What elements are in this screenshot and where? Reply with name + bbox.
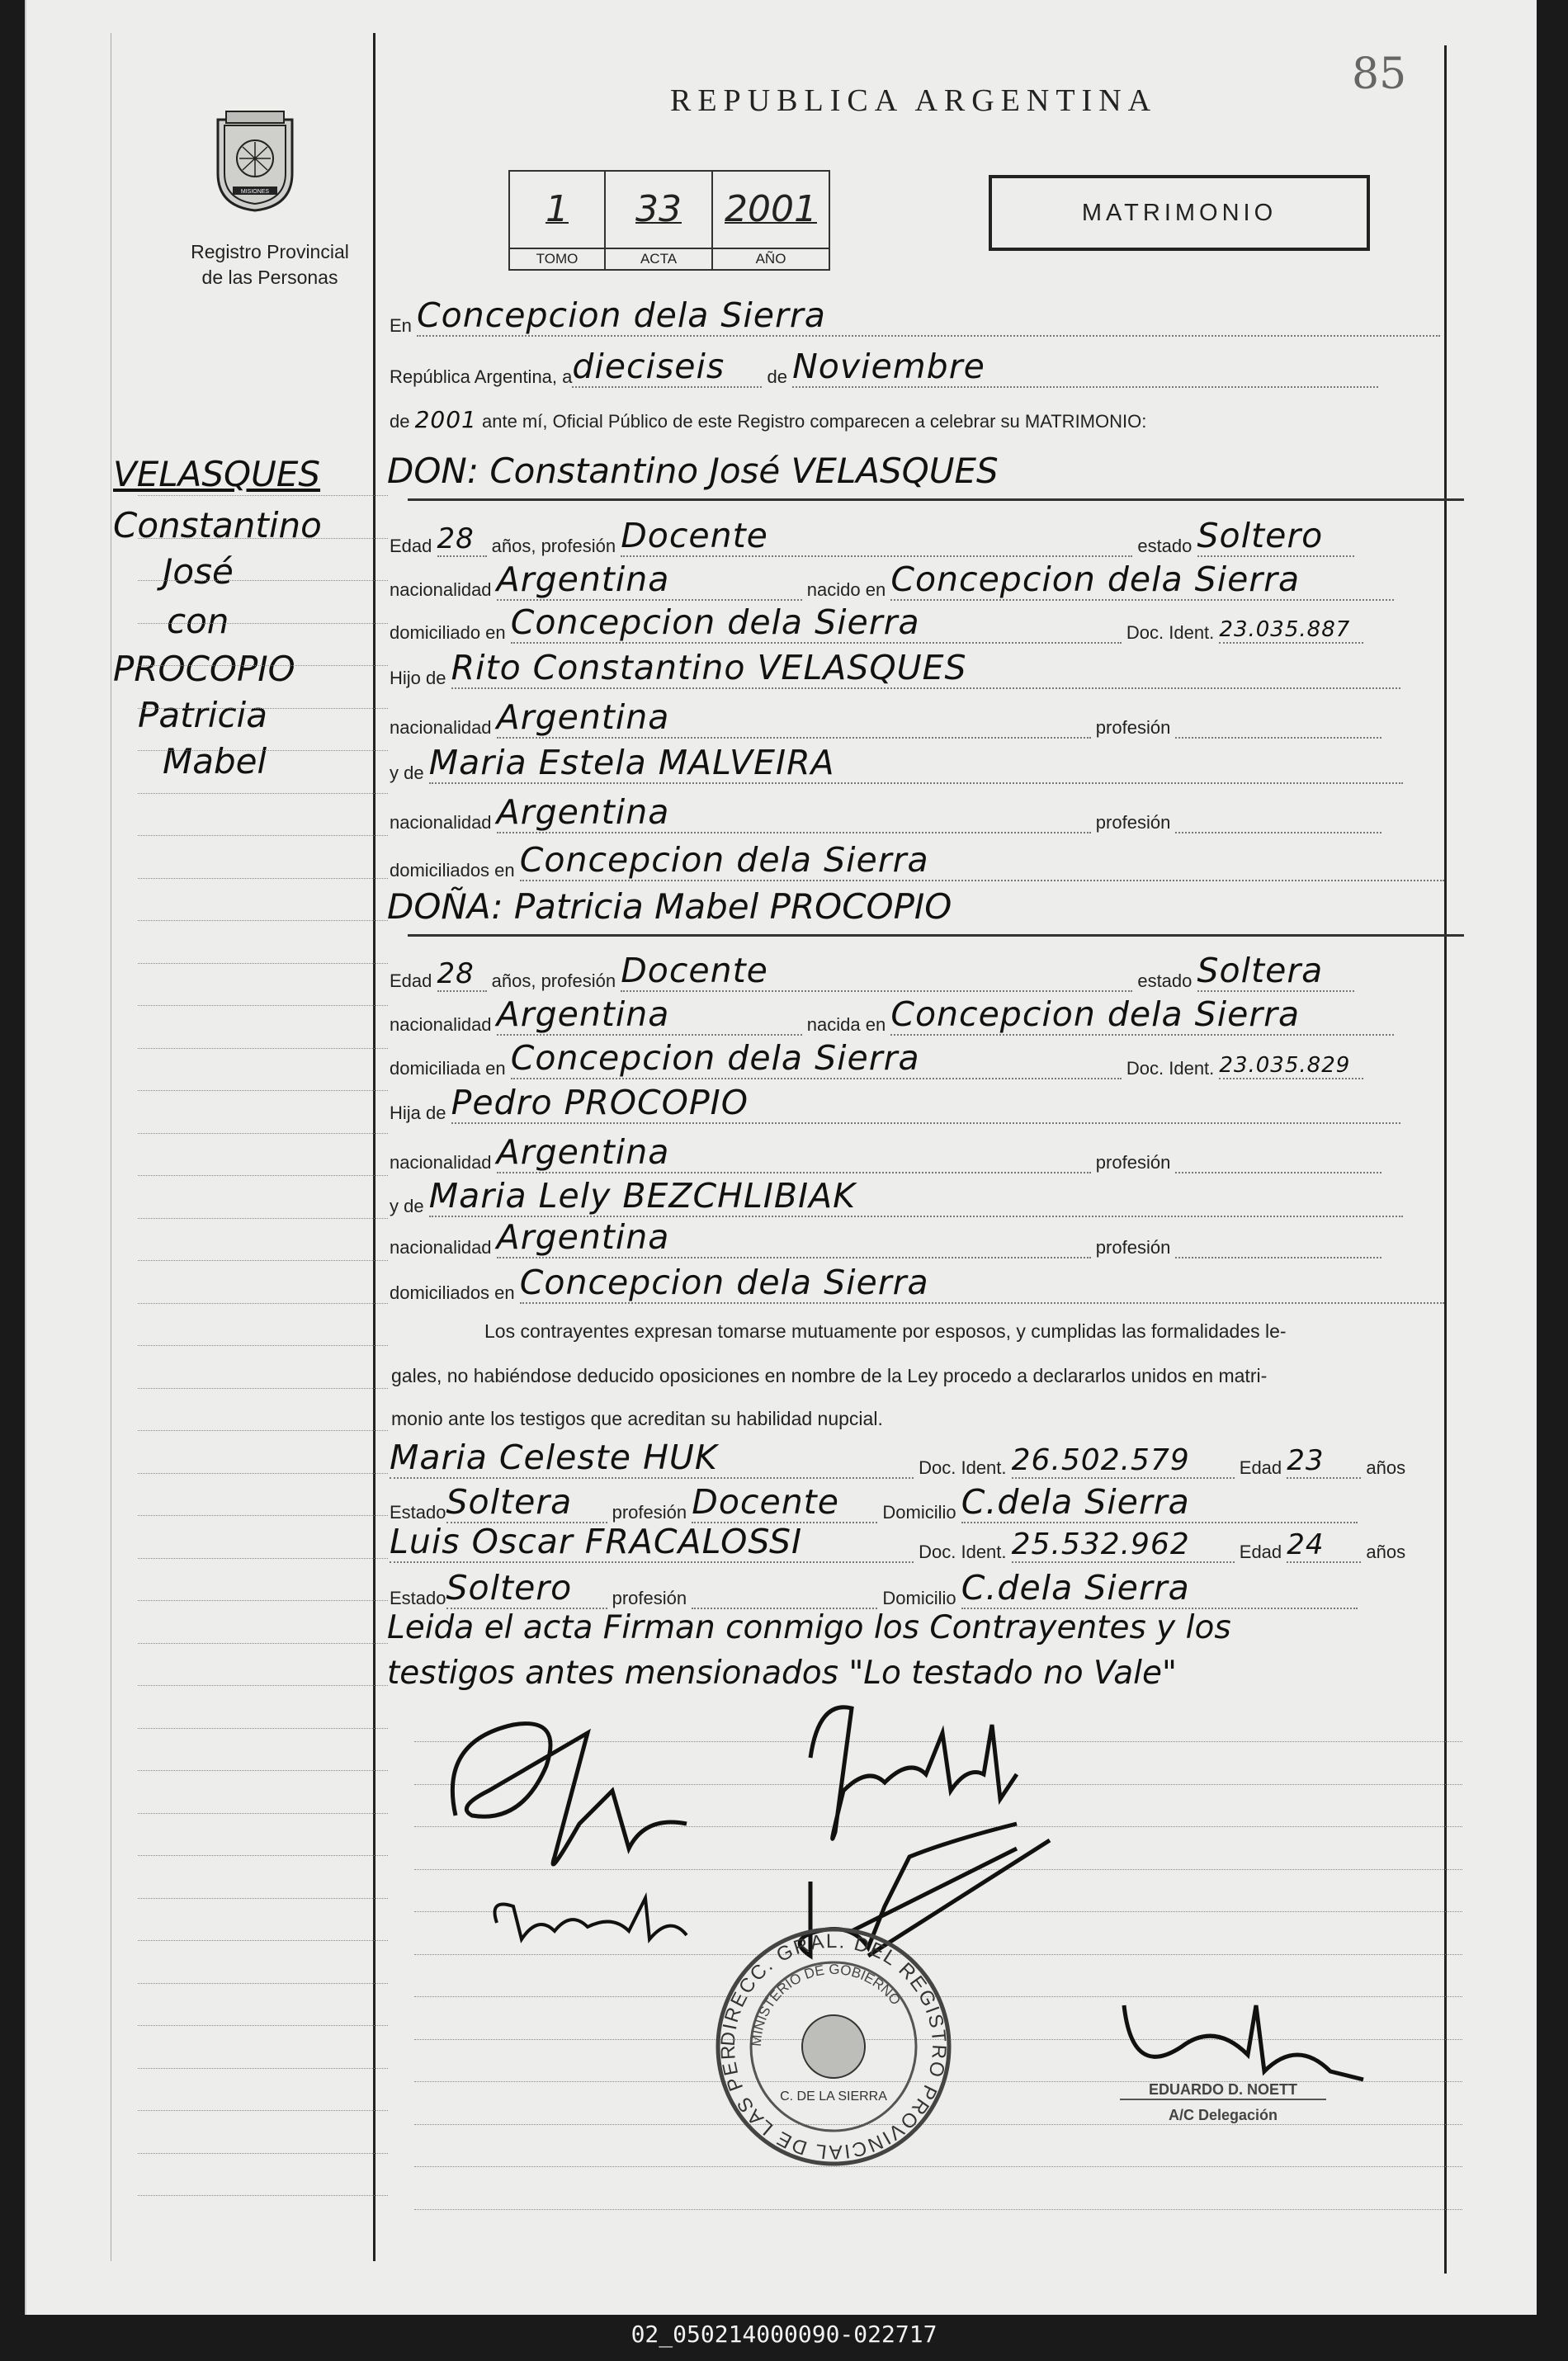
bride-nationality: Argentina bbox=[497, 994, 802, 1036]
seal-inner-text: MINISTERIO DE GOBIERNO bbox=[748, 1961, 904, 2047]
bride-age: 28 bbox=[437, 957, 487, 992]
y-de-label: y de bbox=[390, 1196, 424, 1216]
domiciliado-label: domiciliado en bbox=[390, 622, 506, 643]
ante-line bbox=[390, 406, 1146, 433]
nacido-label: nacido en bbox=[806, 579, 886, 600]
margin-note-line3: José bbox=[163, 551, 234, 592]
margin-rule-line bbox=[138, 1388, 388, 1389]
margin-rule-line bbox=[138, 1983, 388, 1984]
official-signature bbox=[1124, 2005, 1363, 2080]
margin-rule-line bbox=[138, 1813, 388, 1814]
margin-rule-line bbox=[138, 2025, 388, 2026]
margin-rule-line bbox=[138, 623, 388, 624]
republica-label: República Argentina, a bbox=[390, 366, 573, 387]
ano-cell bbox=[713, 172, 829, 269]
margin-rule-line bbox=[138, 1940, 388, 1941]
nacionalidad-label: nacionalidad bbox=[390, 579, 492, 600]
de-mes-label: de bbox=[767, 366, 787, 387]
groom-domicile: Concepcion dela Sierra bbox=[511, 602, 1122, 644]
registry-name bbox=[150, 239, 390, 290]
margin-rule-line bbox=[138, 1515, 388, 1516]
nacionalidad-label: nacionalidad bbox=[390, 1237, 492, 1258]
en-label: En bbox=[390, 315, 412, 336]
seal-place: C. DE LA SIERRA bbox=[780, 2089, 887, 2104]
anos-profesion-label: años, profesión bbox=[491, 970, 616, 991]
registry-line2: de las Personas bbox=[201, 267, 338, 288]
witness-1-status: Soltera bbox=[446, 1482, 607, 1523]
ante-text: ante mí, Oficial Público de este Registro comparecen a celebrar su MATRIMONIO: bbox=[482, 411, 1147, 432]
bride-doc: 23.035.829 bbox=[1219, 1053, 1363, 1079]
domiciliada-label: domiciliada en bbox=[390, 1058, 506, 1079]
statement-line-1: Los contrayentes expresan tomarse mutuamente por esposos, y cumplidas las formalidades le- bbox=[484, 1320, 1287, 1342]
bride-mother-line bbox=[390, 1176, 1403, 1217]
groom-age-line bbox=[390, 516, 1354, 557]
scan-id: 02_050214000090-022717 bbox=[631, 2321, 937, 2348]
margin-rule-line bbox=[138, 1005, 388, 1006]
margin-rule-line bbox=[138, 1473, 388, 1474]
estado-label: Estado bbox=[390, 1588, 446, 1608]
margin-rule-line bbox=[138, 708, 388, 709]
groom-domicile-line bbox=[390, 602, 1363, 644]
de-ano-label: de bbox=[390, 411, 410, 432]
anos-label: años bbox=[1366, 1542, 1406, 1562]
witness-1-name: Maria Celeste HUK bbox=[390, 1438, 914, 1479]
bride-father-nat-line bbox=[390, 1132, 1381, 1173]
closing-line-2: testigos antes mensionados "Lo testado no Vale" bbox=[387, 1655, 1177, 1692]
profesion-label: profesión bbox=[1095, 812, 1171, 833]
doc-label: Doc. Ident. bbox=[919, 1542, 1007, 1562]
margin-rule-line bbox=[138, 1260, 388, 1261]
margin-rule-line bbox=[138, 1218, 388, 1219]
official-stamp bbox=[1120, 2081, 1326, 2124]
margin-rule-line bbox=[138, 2195, 388, 2196]
nacida-label: nacida en bbox=[806, 1014, 886, 1035]
margin-rule-line bbox=[138, 1898, 388, 1899]
registry-line1: Registro Provincial bbox=[191, 241, 349, 262]
estado-label: estado bbox=[1137, 536, 1193, 556]
witness-1-age: 23 bbox=[1287, 1444, 1361, 1479]
witness-1-domicile: C.dela Sierra bbox=[961, 1482, 1358, 1523]
witness-2-status: Soltero bbox=[446, 1568, 607, 1609]
record-type-box: MATRIMONIO bbox=[989, 175, 1370, 251]
margin-rule-line bbox=[138, 1345, 388, 1346]
margin-rule-line bbox=[138, 1770, 388, 1771]
crest-caption: MISIONES bbox=[240, 189, 270, 195]
edad-label: Edad bbox=[1239, 1542, 1282, 1562]
witness-2-details bbox=[390, 1568, 1358, 1609]
margin-note-surname: VELASQUES bbox=[113, 454, 321, 494]
domiciliados-label: domiciliados en bbox=[390, 1282, 515, 1303]
estado-label: estado bbox=[1137, 970, 1193, 991]
witness-1-signature bbox=[495, 1898, 687, 1939]
groom-rule bbox=[408, 498, 1464, 501]
margin-rule-line bbox=[138, 2068, 388, 2069]
day-value: dieciseis bbox=[572, 347, 762, 388]
official-role: A/C Delegación bbox=[1168, 2107, 1278, 2123]
margin-note-line5: PROCOPIO bbox=[113, 649, 295, 689]
ano-value: 2001 bbox=[725, 188, 817, 230]
groom-mother: Maria Estela MALVEIRA bbox=[429, 743, 1403, 784]
tomo-cell bbox=[510, 172, 606, 269]
margin-rule-line bbox=[138, 835, 388, 836]
estado-label: Estado bbox=[390, 1502, 446, 1523]
margin-rule-line bbox=[138, 1090, 388, 1091]
bride-status: Soltera bbox=[1197, 951, 1354, 992]
margin-rule-line bbox=[138, 1685, 388, 1686]
groom-father-line bbox=[390, 648, 1400, 689]
margin-rule-line bbox=[138, 1048, 388, 1049]
margin-rule-line bbox=[138, 580, 388, 581]
register-page bbox=[25, 0, 1537, 2315]
groom-mother-nat-line bbox=[390, 792, 1381, 833]
witness-2-name: Luis Oscar FRACALOSSI bbox=[390, 1522, 914, 1563]
statement-line-2: gales, no habiéndose deducido oposiciones en nombre de la Ley procedo a declararlos unidos en matri- bbox=[391, 1365, 1268, 1386]
groom-age: 28 bbox=[437, 522, 487, 557]
tomo-value: 1 bbox=[545, 188, 569, 230]
margin-rule-line bbox=[138, 920, 388, 921]
seal-ring-text: DIRECC. GRAL. DEL REGISTRO PROVINCIAL DE LAS PER bbox=[716, 1929, 951, 2164]
official-name: EDUARDO D. NOETT bbox=[1120, 2081, 1326, 2100]
margin-rule-line bbox=[138, 793, 388, 794]
bride-father: Pedro PROCOPIO bbox=[451, 1083, 1400, 1124]
profesion-label: profesión bbox=[1095, 717, 1171, 738]
groom-mother-profession bbox=[1175, 832, 1381, 833]
record-number-box bbox=[508, 170, 830, 271]
margin-note-line4: con bbox=[167, 601, 229, 641]
margin-rule-line bbox=[138, 963, 388, 964]
bride-rule bbox=[408, 934, 1464, 937]
bride-domicile: Concepcion dela Sierra bbox=[511, 1038, 1122, 1079]
month-value: Noviembre bbox=[792, 347, 1378, 388]
witness-1-profession: Docente bbox=[692, 1482, 877, 1523]
margin-rule-line bbox=[138, 1600, 388, 1601]
right-margin-border bbox=[1444, 45, 1447, 2274]
bride-mother-profession bbox=[1175, 1257, 1381, 1258]
margin-rule-line bbox=[138, 1303, 388, 1304]
margin-rule-line bbox=[138, 538, 388, 539]
bride-profession: Docente bbox=[621, 951, 1132, 992]
place-value: Concepcion dela Sierra bbox=[417, 295, 1440, 337]
bride-parents-domicile-line bbox=[390, 1263, 1444, 1304]
margin-note-line2: Constantino bbox=[113, 505, 322, 545]
acta-cell bbox=[606, 172, 713, 269]
doc-label: Doc. Ident. bbox=[919, 1457, 1007, 1478]
doc-label: Doc. Ident. bbox=[1126, 1058, 1215, 1079]
nacionalidad-label: nacionalidad bbox=[390, 717, 492, 738]
margin-rule-line bbox=[138, 1728, 388, 1729]
profesion-label: profesión bbox=[1095, 1237, 1171, 1258]
y-de-label: y de bbox=[390, 763, 424, 783]
margin-rule-line bbox=[138, 665, 388, 666]
nacionalidad-label: nacionalidad bbox=[390, 812, 492, 833]
margin-rule-line bbox=[138, 1643, 388, 1644]
margin-rule-line bbox=[138, 1133, 388, 1134]
bride-father-nationality: Argentina bbox=[497, 1132, 1091, 1173]
closing-line-1: Leida el acta Firman conmigo los Contrayentes y los bbox=[387, 1609, 1231, 1646]
nacionalidad-label: nacionalidad bbox=[390, 1014, 492, 1035]
groom-nationality: Argentina bbox=[497, 560, 802, 601]
groom-father-profession bbox=[1175, 737, 1381, 739]
hija-label: Hija de bbox=[390, 1103, 446, 1123]
margin-note-line7: Mabel bbox=[163, 741, 267, 781]
groom-father-nationality: Argentina bbox=[497, 697, 1091, 739]
doc-label: Doc. Ident. bbox=[1126, 622, 1215, 643]
groom-parents-domicile-line bbox=[390, 840, 1444, 881]
page-title: REPUBLICA ARGENTINA bbox=[670, 83, 1158, 118]
bride-domicile-line bbox=[390, 1038, 1363, 1079]
tomo-label: TOMO bbox=[510, 248, 604, 269]
hijo-label: Hijo de bbox=[390, 668, 446, 688]
bride-mother-nat-line bbox=[390, 1217, 1381, 1258]
year-value: 2001 bbox=[414, 406, 477, 433]
witness-2-age: 24 bbox=[1287, 1528, 1361, 1563]
edad-label: Edad bbox=[1239, 1457, 1282, 1478]
page-number: 85 bbox=[1352, 50, 1407, 99]
margin-rule-line bbox=[138, 2153, 388, 2154]
groom-parents-domicile: Concepcion dela Sierra bbox=[520, 840, 1444, 881]
bride-signature bbox=[810, 1707, 1017, 1839]
domicilio-label: Domicilio bbox=[882, 1502, 956, 1523]
profesion-label: profesión bbox=[612, 1502, 687, 1523]
bride-parents-domicile: Concepcion dela Sierra bbox=[520, 1263, 1444, 1304]
witness-1-doc: 26.502.579 bbox=[1012, 1443, 1235, 1479]
groom-status: Soltero bbox=[1197, 516, 1354, 557]
bride-father-profession bbox=[1175, 1172, 1381, 1173]
date-line bbox=[390, 347, 1378, 388]
bride-father-line bbox=[390, 1083, 1400, 1124]
nacionalidad-label: nacionalidad bbox=[390, 1152, 492, 1173]
official-seal bbox=[710, 1923, 957, 2170]
witness-2-doc: 25.532.962 bbox=[1012, 1528, 1235, 1563]
margin-rule-line bbox=[138, 878, 388, 879]
domiciliados-label: domiciliados en bbox=[390, 860, 515, 881]
groom-mother-nationality: Argentina bbox=[497, 792, 1091, 833]
margin-rule-line bbox=[138, 495, 388, 496]
groom-doc: 23.035.887 bbox=[1219, 617, 1363, 644]
profesion-label: profesión bbox=[1095, 1152, 1171, 1173]
witness-2-line bbox=[390, 1522, 1405, 1563]
edad-label: Edad bbox=[390, 970, 432, 991]
witness-2-domicile: C.dela Sierra bbox=[961, 1568, 1358, 1609]
body-rule-line bbox=[414, 2209, 1462, 2210]
margin-rule-line bbox=[138, 750, 388, 751]
profesion-label: profesión bbox=[612, 1588, 687, 1608]
left-column-border bbox=[373, 33, 375, 2261]
bride-age-line bbox=[390, 951, 1354, 992]
statement-line-3: monio ante los testigos que acreditan su habilidad nupcial. bbox=[391, 1408, 883, 1429]
margin-note-line6: Patricia bbox=[138, 695, 267, 735]
anos-label: años bbox=[1366, 1457, 1406, 1478]
edad-label: Edad bbox=[390, 536, 432, 556]
domicilio-label: Domicilio bbox=[882, 1588, 956, 1608]
groom-birthplace: Concepcion dela Sierra bbox=[890, 560, 1394, 601]
groom-mother-line bbox=[390, 743, 1403, 784]
anos-profesion-label: años, profesión bbox=[491, 536, 616, 556]
witness-1-details bbox=[390, 1482, 1358, 1523]
registry-crest-icon bbox=[210, 107, 300, 219]
witness-1-line bbox=[390, 1438, 1405, 1479]
ano-label: AÑO bbox=[713, 248, 829, 269]
bride-birthplace: Concepcion dela Sierra bbox=[890, 994, 1394, 1036]
bride-nationality-line bbox=[390, 994, 1394, 1036]
acta-label: ACTA bbox=[606, 248, 711, 269]
groom-heading: DON: Constantino José VELASQUES bbox=[387, 451, 999, 491]
margin-rule-line bbox=[138, 1855, 388, 1856]
groom-father: Rito Constantino VELASQUES bbox=[451, 648, 1400, 689]
groom-father-nat-line bbox=[390, 697, 1381, 739]
bride-mother: Maria Lely BEZCHLIBIAK bbox=[429, 1176, 1403, 1217]
groom-profession: Docente bbox=[621, 516, 1132, 557]
margin-rule-line bbox=[138, 1430, 388, 1431]
groom-signature bbox=[452, 1724, 687, 1864]
margin-rule-line bbox=[138, 2110, 388, 2111]
bride-mother-nationality: Argentina bbox=[497, 1217, 1091, 1258]
place-line bbox=[390, 295, 1440, 337]
groom-nationality-line bbox=[390, 560, 1394, 601]
acta-value: 33 bbox=[635, 188, 682, 230]
margin-rule-line bbox=[138, 1175, 388, 1176]
margin-rule-line bbox=[138, 1558, 388, 1559]
bride-heading: DOÑA: Patricia Mabel PROCOPIO bbox=[387, 886, 952, 927]
